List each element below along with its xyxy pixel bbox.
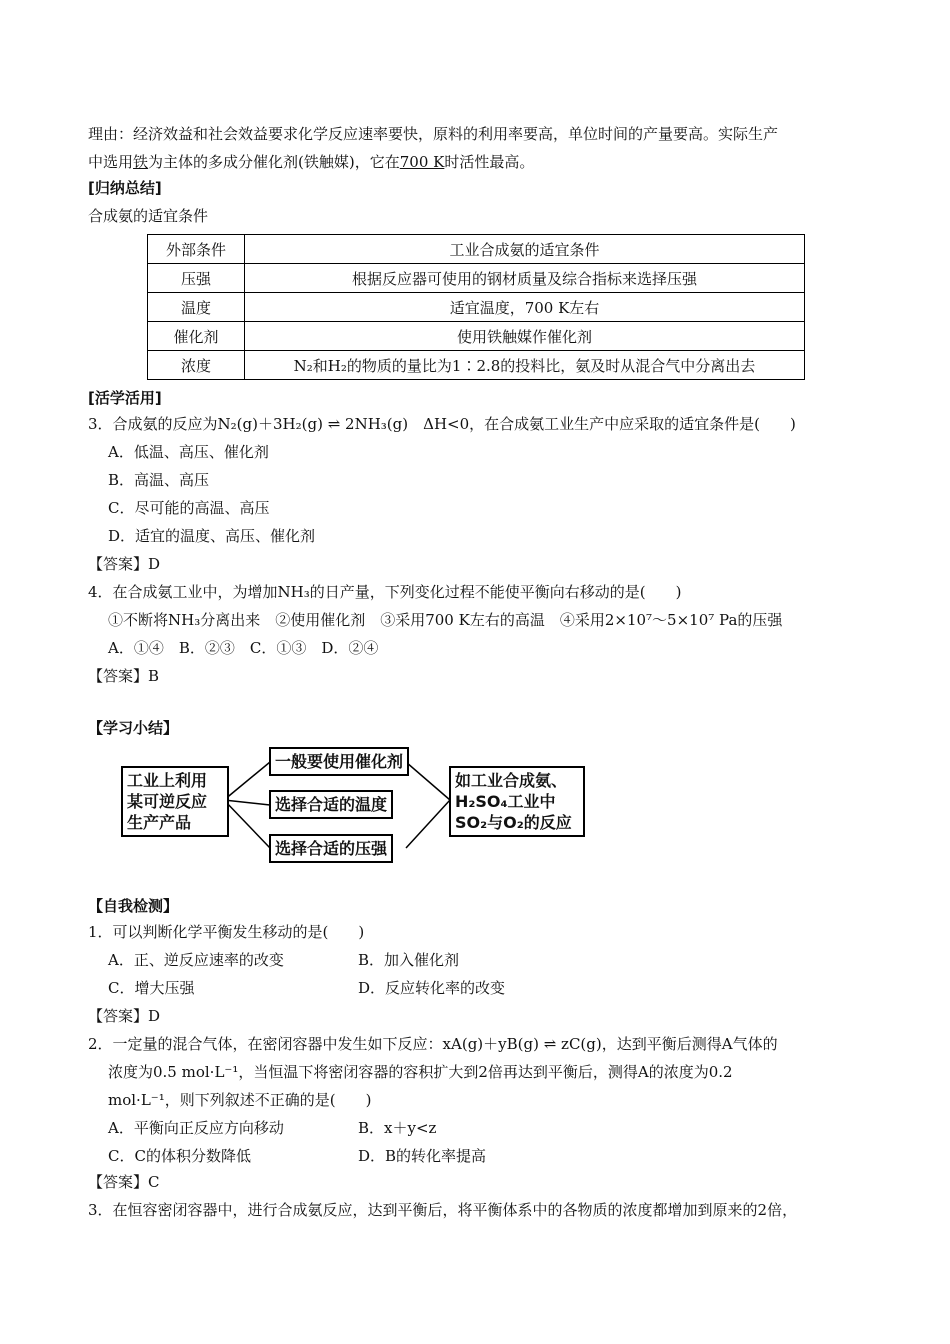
self-test-q2-option-d: D．B的转化率提高 bbox=[358, 1147, 487, 1165]
practice-q3-stem: 3．合成氨的反应为N₂(g)＋3H₂(g) ⇌ 2NH₃(g) ΔH<0，在合成氨工业生产中应采取的适宜条件是( ) bbox=[88, 415, 796, 433]
reason-line-2-mid: 为主体的多成分催化剂(铁触媒)，它在 bbox=[148, 153, 400, 171]
table-cell: 适宜温度，700 K左右 bbox=[245, 293, 805, 322]
table-caption: 合成氨的适宜条件 bbox=[88, 207, 209, 225]
summary-left-line: 生产产品 bbox=[127, 813, 192, 832]
self-test-q1-option-a: A．正、逆反应速率的改变 bbox=[108, 951, 284, 969]
self-test-q1-option-d: D．反应转化率的改变 bbox=[358, 979, 506, 997]
self-test-q3-line-1: 3．在恒容密闭容器中，进行合成氨反应，达到平衡后，将平衡体系中的各物质的浓度都增加到原来的2倍， bbox=[88, 1201, 798, 1219]
connector-line bbox=[406, 800, 450, 848]
self-test-q2-option-c: C．C的体积分数降低 bbox=[108, 1147, 251, 1165]
practice-q4-stem: 4．在合成氨工业中，为增加NH₃的日产量，下列变化过程不能使平衡向右移动的是( ) bbox=[88, 583, 682, 601]
summary-right-line: SO₂与O₂的反应 bbox=[455, 813, 572, 832]
connector-line bbox=[224, 800, 270, 848]
self-test-q1-option-c: C．增大压强 bbox=[108, 979, 195, 997]
table-header-cell: 外部条件 bbox=[148, 235, 245, 264]
practice-q3-answer: 【答案】D bbox=[88, 555, 161, 573]
reason-line-1: 理由：经济效益和社会效益要求化学反应速率要快，原料的利用率要高，单位时间的产量要高。实际生产 bbox=[88, 125, 779, 143]
self-test-q1-option-b: B．加入催化剂 bbox=[358, 951, 460, 969]
table-cell: 温度 bbox=[148, 293, 245, 322]
table-cell: 催化剂 bbox=[148, 322, 245, 351]
summary-right-line: 如工业合成氨、 bbox=[455, 771, 568, 790]
summary-left-line: 工业上利用 bbox=[127, 771, 208, 790]
study-summary-heading: 【学习小结】 bbox=[88, 719, 179, 737]
table-cell: 压强 bbox=[148, 264, 245, 293]
connector-line bbox=[406, 762, 450, 800]
practice-q3-option-c: C．尽可能的高温、高压 bbox=[108, 499, 270, 517]
summary-catalyst-box: 一般要使用催化剂 bbox=[269, 747, 409, 776]
practice-q4-options: A．①④ B．②③ C．①③ D．②④ bbox=[108, 639, 379, 657]
summary-heading: [归纳总结] bbox=[88, 179, 162, 197]
connector-line bbox=[224, 762, 270, 800]
summary-temperature-box: 选择合适的温度 bbox=[269, 790, 393, 819]
practice-q4-answer: 【答案】B bbox=[88, 667, 160, 685]
table-header-cell: 工业合成氨的适宜条件 bbox=[245, 235, 805, 264]
summary-left-line: 某可逆反应 bbox=[127, 792, 208, 811]
underlined-temperature: 700 K bbox=[399, 153, 445, 171]
table-cell: N₂和H₂的物质的量比为1∶2.8的投料比，氨及时从混合气中分离出去 bbox=[245, 351, 805, 380]
reason-line-2-post: 时活性最高。 bbox=[444, 153, 535, 171]
summary-right-line: H₂SO₄工业中 bbox=[455, 792, 556, 811]
self-test-q2-answer: 【答案】C bbox=[88, 1173, 160, 1191]
reason-line-2-pre: 中选用 bbox=[88, 153, 134, 171]
self-test-q2-option-b: B．x＋y<z bbox=[358, 1119, 437, 1137]
summary-right-box bbox=[449, 766, 585, 837]
self-test-q2-line-2: 浓度为0.5 mol·L⁻¹，当恒温下将密闭容器的容积扩大到2倍再达到平衡后，测得A的浓度为0.2 bbox=[108, 1063, 733, 1081]
self-test-q1-answer: 【答案】D bbox=[88, 1007, 161, 1025]
practice-q4-items: ①不断将NH₃分离出来 ②使用催化剂 ③采用700 K左右的高温 ④采用2×10⁷～5×10⁷ Pa的压强 bbox=[108, 611, 783, 629]
practice-q3-option-d: D．适宜的温度、高压、催化剂 bbox=[108, 527, 316, 545]
underlined-iron: 铁 bbox=[133, 153, 149, 171]
table-cell: 根据反应器可使用的钢材质量及综合指标来选择压强 bbox=[245, 264, 805, 293]
practice-q3-option-a: A．低温、高压、催化剂 bbox=[108, 443, 269, 461]
connector-line bbox=[224, 800, 270, 805]
self-test-q2-line-3: mol·L⁻¹，则下列叙述不正确的是( ) bbox=[108, 1091, 372, 1109]
table-cell: 浓度 bbox=[148, 351, 245, 380]
self-test-heading: 【自我检测】 bbox=[88, 897, 179, 915]
summary-pressure-box: 选择合适的压强 bbox=[269, 834, 393, 863]
self-test-q2-option-a: A．平衡向正反应方向移动 bbox=[108, 1119, 284, 1137]
table-cell: 使用铁触媒作催化剂 bbox=[245, 322, 805, 351]
summary-left-box bbox=[121, 766, 229, 837]
practice-heading: [活学活用] bbox=[88, 389, 162, 407]
self-test-q2-line-1: 2．一定量的混合气体，在密闭容器中发生如下反应：xA(g)＋yB(g) ⇌ zC(g)，达到平衡后测得A气体的 bbox=[88, 1035, 778, 1053]
practice-q3-option-b: B．高温、高压 bbox=[108, 471, 210, 489]
self-test-q1-stem: 1．可以判断化学平衡发生移动的是( ) bbox=[88, 923, 365, 941]
